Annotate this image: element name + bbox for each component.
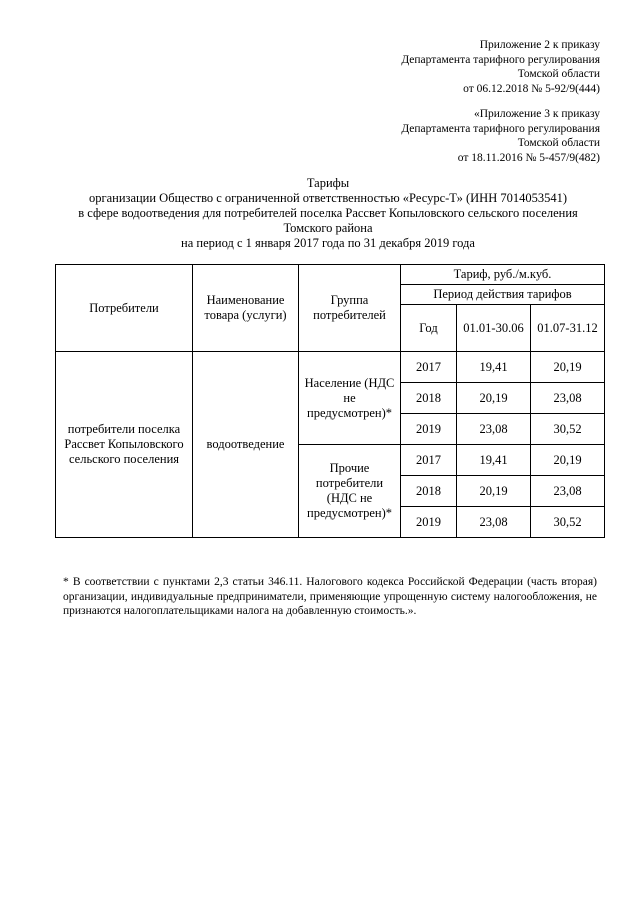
- title-district: Томского района: [283, 221, 373, 235]
- header-group: Группа потребителей: [299, 265, 401, 352]
- appendix-header-original: [401, 107, 600, 165]
- year-cell: 2018: [401, 383, 457, 414]
- appendix-line: «Приложение 3 к приказу: [473, 108, 600, 120]
- year-cell: 2017: [401, 352, 457, 383]
- appendix-line: Департамента тарифного регулирования: [401, 53, 600, 66]
- tariff-h2-cell: 23,08: [531, 476, 605, 507]
- tariff-h1-cell: 23,08: [457, 414, 531, 445]
- tariff-h1-cell: 19,41: [457, 445, 531, 476]
- tariff-h1-cell: 20,19: [457, 476, 531, 507]
- appendix-line: от 18.11.2016 № 5-457/9(482): [457, 151, 600, 164]
- year-cell: 2018: [401, 476, 457, 507]
- tariff-h2-cell: 23,08: [531, 383, 605, 414]
- year-cell: 2019: [401, 507, 457, 538]
- year-cell: 2017: [401, 445, 457, 476]
- appendix-line: от 06.12.2018 № 5-92/9(444): [463, 82, 600, 95]
- header-consumers: Потребители: [56, 265, 193, 352]
- tariff-h1-cell: 19,41: [457, 352, 531, 383]
- header-product: Наименование товара (услуги): [193, 265, 299, 352]
- header-half1: 01.01-30.06: [457, 305, 531, 352]
- document-title: [40, 176, 616, 251]
- title-period: на период с 1 января 2017 года по 31 декабря 2019 года: [181, 236, 475, 250]
- appendix-line: Приложение 2 к приказу: [479, 39, 600, 51]
- group-cell: Прочие потребители (НДС не предусмотрен)*: [299, 445, 401, 538]
- header-period: Период действия тарифов: [401, 285, 605, 305]
- tariff-h1-cell: 23,08: [457, 507, 531, 538]
- product-cell: водоотведение: [193, 352, 299, 538]
- appendix-line: Томской области: [517, 137, 600, 149]
- header-year: Год: [401, 305, 457, 352]
- appendix-line: Томской области: [517, 68, 600, 80]
- tariff-h2-cell: 30,52: [531, 507, 605, 538]
- consumer-cell: потребители поселка Рассвет Копыловского сельского поселения: [56, 352, 193, 538]
- tariff-table: [55, 264, 605, 538]
- tariff-h2-cell: 20,19: [531, 445, 605, 476]
- tariff-h2-cell: 20,19: [531, 352, 605, 383]
- tariff-h2-cell: 30,52: [531, 414, 605, 445]
- year-cell: 2019: [401, 414, 457, 445]
- title-scope: в сфере водоотведения для потребителей поселка Рассвет Копыловского сельского поселения: [78, 206, 578, 220]
- title-organization: организации Общество с ограниченной ответственностью «Ресурс-Т» (ИНН 7014053541): [88, 191, 568, 205]
- footnote: * В соответствии с пунктами 2,3 статьи 346.11. Налогового кодекса Российской Федерации (часть вторая) организации, индивидуальные предприниматели, применяющие упрощенную систему налогообложения, не признаются налогоплательщиками налога на добавленную стоимость.».: [63, 576, 597, 617]
- title-heading: Тарифы: [306, 176, 350, 190]
- table-header-row: [56, 265, 605, 285]
- header-tariff: Тариф, руб./м.куб.: [401, 265, 605, 285]
- group-cell: Население (НДС не предусмотрен)*: [299, 352, 401, 445]
- header-half2: 01.07-31.12: [531, 305, 605, 352]
- tariff-h1-cell: 20,19: [457, 383, 531, 414]
- appendix-line: Департамента тарифного регулирования: [401, 122, 600, 135]
- table-row: [56, 352, 605, 383]
- appendix-header-current: [401, 38, 600, 96]
